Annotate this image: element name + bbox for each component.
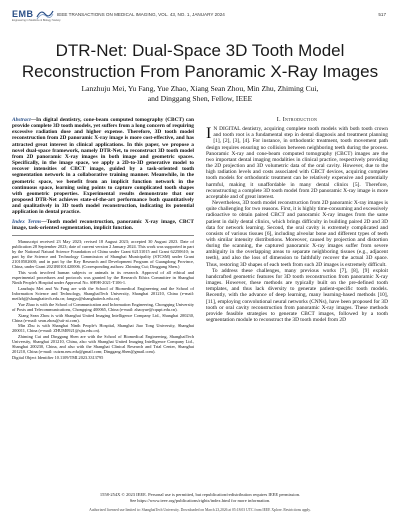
footnote-ethics: This work involved human subjects or animals in its research. Approval of all ethical and experimental procedures and protocols was granted by the Research Ethics Committee in Shanghai Ninth People's Hospital under Approval No. SH9H-2021-T106-1. <box>12 269 194 286</box>
footnote-affiliation: Xiang Sean Zhou is with Shanghai United Imaging Intelligence Company Ltd., Shanghai 200230, China (e-mail: sean.zhou@uii-ai.com). <box>12 312 194 323</box>
authors-line-1: Lanzhuju Mei, Yu Fang, Yue Zhao, Xiang Sean Zhou, Min Zhu, Zhiming Cui, <box>81 84 319 93</box>
intro-paragraph-1: N DIGITAL dentistry, acquiring complete tooth models with both tooth crown and tooth root is a fundamental step in dental diagnosis and treatment planning [1], [2], [3], [4]. For instance, in orthodontic treatment, tooth movement path design requires ensuring no collision between neighboring teeth during the process. Panoramic X-ray and cone-beam computed tomography (CBCT) images are the two important dental imaging modalities in clinical practice, respectively providing the 2D projection and 3D volumetric data of the oral cavity. However, due to the high radiation levels and costs associated with CBCT devices, acquiring complete tooth models for orthodontic treatment can be relatively expensive and potentially harmful, making it unaffordable in many dental clinics [5]. Therefore, reconstructing a complete 3D tooth model from 2D panoramic X-ray image is more acceptable and of great interest. <box>206 126 388 200</box>
doi-line: Digital Object Identifier 10.1109/TMI.2023.3313795 <box>12 355 104 361</box>
authorized-use-note: Authorized licensed use limited to: ShanghaiTech University. Downloaded on March 23,2026 at 05:18:03 UTC from IEEE Xplore. Restrictions apply. <box>89 508 311 512</box>
journal-name: IEEE TRANSACTIONS ON MEDICAL IMAGING, VOL. 43, NO. 1, JANUARY 2024 <box>57 12 225 17</box>
abstract <box>12 117 194 216</box>
footnote-affiliation: Zhiming Cui and Dinggang Shen are with the School of Biomedical Engineering, ShanghaiTech University, Shanghai 201210, China, also with Shanghai United Imaging Intelligence Company Ltd., Shanghai 200230, China, and also with the Shanghai Clinical Research and Trial Center, Shanghai 201210, China (e-mail: cuizm.neu.edu@gmail.com; Dinggang.Shen@gmail.com). <box>12 334 194 355</box>
introduction-body <box>206 126 388 323</box>
footnote-divider <box>12 235 194 236</box>
emb-logo: EMB <box>12 9 34 19</box>
page-number: 517 <box>378 12 386 17</box>
copyright-footer <box>0 492 400 503</box>
drop-cap: I <box>206 125 212 143</box>
intro-paragraph-2: Nevertheless, 3D tooth model reconstruction from 2D panoramic X-ray images is quite challenging for two reasons. First, it is highly time-consuming and excessively radioactive to obtain paired CBCT and panoramic X-ray images from the same patient in daily dental clinics, which brings difficulty in building paired 2D and 3D data for network learning. Second, the oral cavity is extremely complicated and consists of various tissues [6], including alveolar bone and different types of teeth with similar intensity distributions. Moreover, caused by projection and distortion during the scanning, the captured panoramic X-ray images suffer from severe ambiguity in the overlapping areas to separate neighboring tissues (e.g., adjacent teeth), and also the loss of dimension to faithfully recover the actual 3D space. Thus, restoring 3D shapes of each teeth from such 2D images is extremely difficult. <box>206 200 388 268</box>
index-terms-text: —Tooth model reconstruction, panoramic X-ray image, CBCT image, task-oriented segmentation, implicit function. <box>12 218 194 231</box>
footnote-affiliation: Yue Zhao is with the School of Communication and Information Engineering, Chongqing University of Posts and Telecommunications, Chongqing 400065, China (e-mail: zhaoyue@cqupt.edu.cn). <box>12 301 194 312</box>
emb-logo-subtitle: Engineering in Medicine & Biology Society <box>12 19 61 22</box>
paper-title: DTR-Net: Dual-Space 3D Tooth Model Reconstruction From Panoramic X-Ray Images <box>21 41 379 81</box>
authors-line-2: and Dinggang Shen, Fellow, IEEE <box>147 94 253 103</box>
copyright-line: 1558-254X © 2023 IEEE. Personal use is permitted, but republication/redistribution requires IEEE permission. <box>99 492 301 497</box>
footnote-affiliation: Lanzhuju Mei and Yu Fang are with the School of Biomedical Engineering and the School of Information Science and Technology, ShanghaiTech University, Shanghai 201210, China (e-mail: meilzhj@shanghaitech.edu.cn; fangyu@shanghaitech.edu.cn). <box>12 285 194 302</box>
footnotes <box>12 239 194 355</box>
left-column <box>12 117 194 362</box>
rights-link-line: See https://www.ieee.org/publications/rights/index.html for more information. <box>129 497 271 503</box>
introduction-heading: I. Introduction <box>276 117 318 123</box>
abstract-text: —In digital dentistry, cone-beam computed tomography (CBCT) can provide complete 3D tooth models, yet suffers from a long concern of requiring excessive radiation dose and higher expense. Therefore, 3D tooth model reconstruction from 2D panoramic X-ray image is more cost-effective, and has attracted great interest in clinical applications. In this paper, we propose a novel dual-space framework, namely DTR-Net, to reconstruct 3D tooth model from 2D panoramic X-ray images in both image and geometric spaces. Specifically, in the image space, we apply a 2D-to-3D generative model to recover intensities of CBCT image, guided by a task-oriented tooth segmentation network in a collaborative training manner. Meanwhile, in the geometric space, we benefit from an implicit function network in the continuous space, learning using points to capture complicated tooth shapes with geometric properties. Experimental results demonstrate that our proposed DTR-Net achieves state-of-the-art performance both quantitatively and qualitatively in 3D tooth model reconstruction, indicating its potential application in dental practice. <box>12 117 194 216</box>
footnote-affiliation: Min Zhu is with Shanghai Ninth People's Hospital, Shanghai Jiao Tong University, Shanghai 200011, China (e-mail: ZHUM0921@sjtu.edu.cn). <box>12 323 194 334</box>
footnote-manuscript: Manuscript received 23 May 2023; revised 18 August 2023; accepted 30 August 2023. Date of publication 28 September 2023; date of current version 2 January 2024. This work was supported in part by the National Natural Science Foundation of China under Grant 62131015 and Grant 62250610; in part by the Science and Technology Commission of Shanghai Municipality (STCSM) under Grant 21010502600; and in part by the Key Research and Development Program of Guangdong Province, China, under Grant 2021B0101420006. (Corresponding authors: Zhiming Cui; Dinggang Shen.) <box>12 238 194 270</box>
ieee-signal-logo-icon <box>36 8 54 20</box>
intro-paragraph-3: To address these challenges, many previous works [7], [8], [9] exploit handcrafted geometric features for 3D tooth reconstruction from panoramic X-ray images. However, these methods are typically built on the pre-defined tooth templates, and thus lack diversity to generate patient-specific tooth models. Recently, with the advance of deep learning, many learning-based methods [10], [11], employing convolutional neural networks (CNNs), have been proposed for 3D tooth or oral cavity reconstruction from panoramic X-ray images. These methods provide feasible strategies to generate CBCT images, followed by a tooth segmentation module to reconstruct the 3D tooth model from 2D <box>206 267 388 323</box>
index-terms-label: Index Terms <box>12 218 42 225</box>
journal-header <box>0 0 400 28</box>
right-column <box>206 117 388 323</box>
index-terms <box>12 219 194 231</box>
author-list <box>0 84 400 104</box>
abstract-label: Abstract <box>12 117 31 123</box>
